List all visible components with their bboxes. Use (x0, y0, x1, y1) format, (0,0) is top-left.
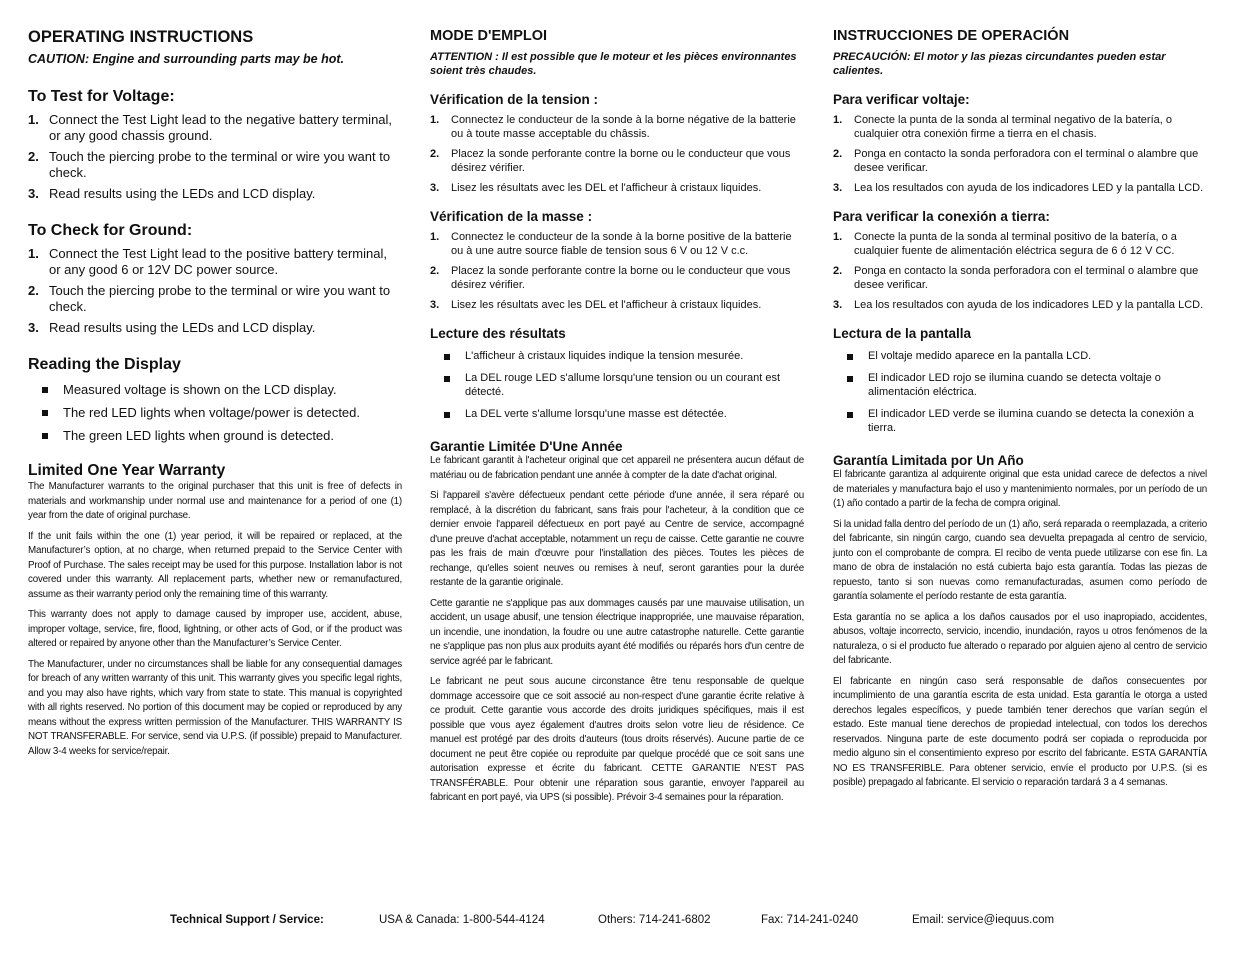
bullet-square-icon (847, 354, 853, 360)
step-text: Touch the piercing probe to the terminal or wire you want to check. (49, 283, 391, 314)
list-item (430, 230, 804, 258)
ground-steps (833, 230, 1207, 312)
list-item (833, 371, 1207, 399)
bullet-square-icon (444, 412, 450, 418)
warranty-paragraph: The Manufacturer, under no circumstances shall be liable for any consequential damages for breach of any written warranty of this unit. This warranty gives you specific legal rights, and you may also have rights, which vary from state to state. This manual is copyrighted with all rights reserved. No portion of this document may be copied or reproduced by any means without the express written permission of the Manufacturer. THIS WARRANTY IS NOT TRANSFERABLE. For service, send via U.P.S. (if possible) prepaid to Manufacturer. Allow 3-4 weeks for service/repair. (28, 658, 402, 757)
warranty-paragraph: This warranty does not apply to damage caused by improper use, accident, abuse, improper voltage, service, fire, flood, lightning, or other acts of God, or if the product was altered or repaired by anyone other than the Manufacturer’s Service Center. (28, 609, 402, 649)
step-number: 1. (430, 231, 440, 243)
fax-number: Fax: 714-241-0240 (761, 914, 859, 926)
step-text: Conecte la punta de la sonda al terminal positivo de la batería, o a cualquier fuente de alimentación eléctrica segura de 6 ó 12 V CC. (854, 231, 1177, 257)
display-list (28, 382, 402, 444)
list-item (430, 349, 804, 363)
others-phone: Others: 714-241-6802 (598, 914, 711, 926)
step-text: Connect the Test Light lead to the negative battery terminal, or any good chassis ground. (49, 112, 393, 143)
step-text: Lisez les résultats avec les DEL et l'afficheur à cristaux liquides. (451, 182, 762, 194)
item-text: L'afficheur à cristaux liquides indique la tension mesurée. (465, 350, 744, 362)
list-item (430, 264, 804, 292)
item-text: Measured voltage is shown on the LCD display. (63, 382, 337, 397)
list-item (430, 147, 804, 175)
display-section-title: Lecture des résultats (430, 326, 566, 341)
display-section-title: Reading the Display (28, 356, 181, 373)
step-text: Lea los resultados con ayuda de los indicadores LED y la pantalla LCD. (854, 299, 1204, 311)
warranty-paragraph: Cette garantie ne s'applique pas aux dommages causés par une mauvaise utilisation, un accident, un usage abusif, une tension électrique inappropriée, une mauvaise réparation, un incendie, une inondation, la foudre ou une autre catastrophe naturelle. Cette garantie ne s'applique pas non plus aux produits ayant été modifiés ou réparés hors d'un centre de service agréé par le fabricant. (430, 597, 804, 667)
support-label: Technical Support / Service: (170, 914, 324, 926)
ground-section-title: Vérification de la masse : (430, 209, 593, 224)
item-text: El indicador LED rojo se ilumina cuando se detecta voltaje o alimentación eléctrica. (868, 372, 1161, 398)
english-column (28, 28, 402, 759)
bullet-square-icon (444, 376, 450, 382)
step-text: Ponga en contacto la sonda perforadora con el terminal o alambre que desee verificar. (854, 148, 1199, 174)
spanish-column (833, 28, 1207, 791)
voltage-steps (833, 113, 1207, 195)
list-item (430, 298, 804, 312)
step-number: 2. (833, 148, 843, 160)
item-text: El voltaje medido aparece en la pantalla LCD. (868, 350, 1092, 362)
list-item (833, 264, 1207, 292)
list-item (833, 230, 1207, 258)
list-item (28, 246, 402, 278)
list-item (28, 320, 402, 336)
step-number: 3. (28, 186, 39, 201)
step-number: 3. (833, 299, 843, 311)
warranty-paragraph: Si l'appareil s'avère défectueux pendant cette période d'une année, il sera réparé ou remplacé, à la discrétion du fabricant, sans frais pour l'acheteur, à la condition que ce dernier envoie l'appareil défectueux en port payé au Centre de service, accompagné d'une preuve d'achat acceptable, notamment un reçu de caisse. Cette garantie ne couvre pas les frais de main d'œuvre pour l'installation des pièces. Toutes les pièces de rechange, qu'elles soient neuves ou remises à neuf, seront garanties pour la durée restante de la garantie originale. (430, 490, 804, 588)
step-number: 1. (28, 112, 39, 127)
warranty-paragraph: Si la unidad falla dentro del período de un (1) año, será reparada o reemplazada, a criterio del fabricante, sin ningún cargo, cuando sea devuelta prepagada al centro de servicio, junto con el comprobante de compra. El recibo de venta puede utilizarse con ese fin. La mano de obra de instalación no está cubierta bajo esta garantía. Todas las piezas de repuesto, tanto si son nuevas como remanufacturadas, asumen como período de garantía solamente el período restante de esta garantía. (833, 518, 1207, 602)
warranty-title: Garantía Limitada por Un Año (833, 453, 1024, 468)
display-section-title: Lectura de la pantalla (833, 326, 972, 341)
bullet-square-icon (847, 412, 853, 418)
list-item (28, 112, 402, 144)
warranty-paragraph: Le fabricant ne peut sous aucune circonstance être tenu responsable de quelque dommage accessoire que ce soit associé au non-respect d'une garantie écrite relative à ce produit. Cette garantie vous accorde des droits juridiques spécifiques, mais il est possible que vous ayez également d'autres droits selon votre lieu de résidence. Ce manuel est protégé par des droits d'auteurs (tous droits réservés). Aucune partie de ce document ne peut être copiée ou reproduite par quelque procédé que ce soit sans une autorisation expresse et écrite du fabricant. CETTE GARANTIE N'EST PAS TRANSFÉRABLE. Pour obtenir une réparation sous garantie, envoyer l'appareil au fabricant en port payé, via UPS (si possible). Prévoir 3-4 semaines pour la réparation. (430, 676, 804, 803)
list-item (430, 407, 804, 421)
list-item (28, 186, 402, 202)
list-item (28, 428, 402, 444)
voltage-section-title: To Test for Voltage: (28, 88, 175, 105)
ground-section-title: Para verificar la conexión a tierra: (833, 209, 1050, 224)
step-text: Read results using the LEDs and LCD display. (49, 186, 316, 201)
list-item (833, 298, 1207, 312)
step-text: Connectez le conducteur de la sonde à la borne négative de la batterie ou à toute masse acceptable du châssis. (451, 114, 796, 140)
caution-text: ATTENTION : Il est possible que le moteur et les pièces environnantes soient très chaudes. (430, 51, 797, 77)
step-number: 1. (833, 231, 843, 243)
caution-text: CAUTION: Engine and surrounding parts may be hot. (28, 52, 344, 66)
item-text: The green LED lights when ground is detected. (63, 428, 335, 443)
display-list (833, 349, 1207, 435)
list-item (28, 382, 402, 398)
list-item (28, 405, 402, 421)
support-footer (0, 914, 1235, 930)
warranty-paragraph: El fabricante en ningún caso será responsable de daños consecuentes por incumplimiento de una garantía escrita de esta unidad. Esta garantía le otorga a usted derechos legales específicos, y puede también tener derechos que varían según el estado. Este manual tiene derechos de propiedad intelectual, con todos los derechos reservados. Ninguna parte de este documento podrá ser copiada o reproducida por medio alguno sin el consentimiento expreso por escrito del fabricante. ESTA GARANTÍA NO ES TRANSFERIBLE. Para obtener servicio, envíe el producto por U.P.S. (si es posible) prepagado al fabricante. El servicio o reparación tardará 3 a 4 semanas. (833, 675, 1207, 788)
page-title: INSTRUCCIONES DE OPERACIÓN (833, 28, 1070, 44)
step-text: Read results using the LEDs and LCD display. (49, 320, 316, 335)
warranty-paragraph: Esta garantía no se aplica a los daños causados por el uso inapropiado, accidentes, abusos, voltaje incorrecto, servicio, incendio, inundación, rayos u otros fenómenos de la naturaleza, o si el producto fue alterado o reparado por alguien ajeno al centro de servicio del fabricante. (833, 611, 1207, 666)
item-text: The red LED lights when voltage/power is detected. (63, 405, 361, 420)
step-text: Ponga en contacto la sonda perforadora con el terminal o alambre que desee verificar. (854, 265, 1199, 291)
step-number: 3. (28, 320, 39, 335)
list-item (28, 149, 402, 181)
item-text: La DEL rouge LED s'allume lorsqu'une tension ou un courant est détecté. (465, 372, 781, 398)
step-number: 3. (430, 299, 440, 311)
list-item (833, 181, 1207, 195)
french-column (430, 28, 804, 806)
bullet-square-icon (444, 354, 450, 360)
voltage-steps (28, 112, 402, 202)
step-number: 2. (430, 265, 440, 277)
step-number: 2. (28, 149, 39, 164)
ground-steps (430, 230, 804, 312)
page-title: OPERATING INSTRUCTIONS (28, 28, 254, 46)
list-item (833, 147, 1207, 175)
step-number: 1. (28, 246, 39, 261)
warranty-paragraph: Le fabricant garantit à l'acheteur original que cet appareil ne présentera aucun défaut de matériau ou de fabrication pendant une année à compter de la date d'achat original. (430, 455, 804, 481)
step-text: Touch the piercing probe to the terminal or wire you want to check. (49, 149, 391, 180)
support-email: Email: service@iequus.com (912, 914, 1055, 926)
voltage-section-title: Vérification de la tension : (430, 92, 599, 107)
step-number: 2. (28, 283, 39, 298)
list-item (430, 113, 804, 141)
warranty-paragraph: El fabricante garantiza al adquirente original que esta unidad carece de defectos a nivel de materiales y manufactura bajo el uso y mantenimiento normales, por un período de un (1) año contado a partir de la fecha de compra original. (833, 469, 1207, 509)
warranty-paragraph: The Manufacturer warrants to the original purchaser that this unit is free of defects in materials and workmanship under normal use and maintenance for a period of one (1) year from the date of original purchase. (28, 481, 402, 521)
ground-steps (28, 246, 402, 336)
list-item (28, 283, 402, 315)
step-text: Connect the Test Light lead to the positive battery terminal, or any good 6 or 12V DC power source. (49, 246, 387, 277)
step-number: 1. (430, 114, 440, 126)
voltage-steps (430, 113, 804, 195)
warranty-title: Limited One Year Warranty (28, 462, 226, 479)
step-text: Lisez les résultats avec les DEL et l'afficheur à cristaux liquides. (451, 299, 762, 311)
item-text: El indicador LED verde se ilumina cuando se detecta la conexión a tierra. (868, 408, 1194, 434)
list-item (833, 349, 1207, 363)
usa-phone: USA & Canada: 1-800-544-4124 (379, 914, 545, 926)
step-text: Placez la sonde perforante contre la borne ou le conducteur que vous désirez vérifier. (451, 148, 791, 174)
ground-section-title: To Check for Ground: (28, 222, 193, 239)
item-text: La DEL verte s'allume lorsqu'une masse est détectée. (465, 408, 727, 420)
bullet-square-icon (42, 433, 48, 439)
step-number: 3. (833, 182, 843, 194)
warranty-title: Garantie Limitée D'Une Année (430, 439, 623, 454)
warranty-paragraph: If the unit fails within the one (1) year period, it will be repaired or replaced, at the Manufacturer’s option, at no charge, when returned prepaid to the Service Center with Proof of Purchase. The sales receipt may be used for this purpose. Installation labor is not covered under this warranty. All replacement parts, whether new or remanufactured, assume as their warranty period only the remaining time of this warranty. (28, 530, 402, 600)
bullet-square-icon (847, 376, 853, 382)
step-number: 2. (430, 148, 440, 160)
step-text: Placez la sonde perforante contre la borne ou le conducteur que vous désirez vérifier. (451, 265, 791, 291)
step-number: 1. (833, 114, 843, 126)
list-item (430, 371, 804, 399)
list-item (833, 113, 1207, 141)
list-item (833, 407, 1207, 435)
voltage-section-title: Para verificar voltaje: (833, 92, 970, 107)
step-text: Conecte la punta de la sonda al terminal negativo de la batería, o cualquier otra conexión firme a tierra en el chasis. (854, 114, 1172, 140)
step-number: 2. (833, 265, 843, 277)
caution-text: PRECAUCIÓN: El motor y las piezas circundantes pueden estar calientes. (833, 51, 1166, 77)
page-title: MODE D'EMPLOI (430, 28, 548, 44)
step-number: 3. (430, 182, 440, 194)
bullet-square-icon (42, 410, 48, 416)
step-text: Lea los resultados con ayuda de los indicadores LED y la pantalla LCD. (854, 182, 1204, 194)
display-list (430, 349, 804, 421)
step-text: Connectez le conducteur de la sonde à la borne positive de la batterie ou à une autre source fiable de tension sous 6 V ou 12 V c.c. (451, 231, 792, 257)
list-item (430, 181, 804, 195)
bullet-square-icon (42, 387, 48, 393)
